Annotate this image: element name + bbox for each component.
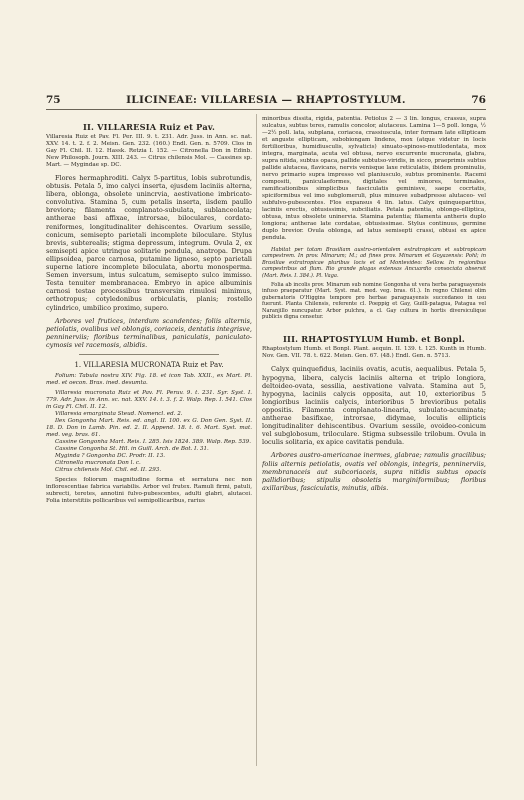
left-column	[46, 116, 252, 772]
species-description-continued: minoribus dissita, rigida, patentia. Petiolus 2 — 3 lin. longus, crassus, supra sulcatus, subtus teres, ramulis concolor, alutaceus. Lamina 1—5 poll. longa, ½—2½ poll. lata, subplana, coriacea, crassiuscula, inter formam late ellipticam et anguste ellipticam, subobiongam lindens, mox (atque videtur in locis fertilioribus, humidiusculis, sylvaticis) sinuato-spinoso-mutilodentata, mox integra, marginata, acuta vel obtusa, nervo excurrente mucronata, glabra, supra nitida, subtus opaca, pallide subtutso-viridis, in sicco, praeprimis subtus pallide alutacea, flavicans, nervis venisque laxe reticulatis, ibidem prominulis, nervo primario supra impresso vel planiusculo, subtus prominente. Racemi compositi, paniculaeformes, digitales vel minores, terminales, ramificationibus simplicibus fasciculatis geminisve, saepe cocrtatis, spiciformibus vel imo subglomeruli, plus minusve subadpresse alutaceo- vel subfulvo-pubescentes. Flos expansus 4 lin. latus. Calyx quinquepartitus, laciniis erectis, obtusissimis, subciliatis. Petala patentia, oblongo-elliptica, obtusa, intus obsolete uninervia. Stamina patentia; filamenta antheris duplo longiora; antherae late cordatae, obtusissimae. Stylus continuus, germine duplo brevior. Ovula oblonga, ad latus semisepti crassi, obtusi ex apice pendula.	[262, 116, 486, 241]
synonym: Myginda ? Gongonha DC. Prodr. II. 13.	[55, 452, 166, 459]
column-separator	[256, 114, 257, 766]
page-number-left: 75	[46, 94, 61, 106]
genus2-habit: Arbores austro-americanae inermes, glabrae; ramulis gracilibus; foliis alternis petiolatis, ovatis vel oblongis, integris, penninerviis, membranaceis aut subcoriaceis, supra nitidis subtus opacis pallidioribus; stipulis obsoletis marginiformibus; floribus axillaribus, fasciculatis, minutis, albis.	[262, 451, 486, 492]
section-divider	[79, 354, 219, 355]
genus2-description: Calyx quinquefidus, laciniis ovatis, acutis, aequalibus. Petala 5, hypogyna, libera, calycis laciniis alterna et triplo longiora, deltoideo-ovata, sessilia, aestivatione valvata. Stamina aut 5, hypogyna, laciniis calycis opposita, aut 10, exterioribus 5 longioribus laciniis calycis, interioribus 5 brevioribus petalis oppositis. Filamenta complanato-linearia, subulato-acuminata; antherae basifixae, introrsae, didymae, loculis ellipticis longitudinaliter dehiscentibus. Ovarium sessile, ovoideo-conicum vel subglobosum, triloculare. Stigma subsessile trilobum. Ovula in loculis solitaria, ex apice cavitatis pendula.	[262, 365, 486, 447]
synonym: Ilex Gongonha Mart. Reis. ed. angl. II. 100. ex G. Don Gen. Syst. II. 18. D. Don in Lamb. Pin. ed. 2. II. Append. 18. t. 6. Mart. Syst. mat. med. veg. bras. 61.	[46, 417, 252, 438]
synonym: Citronella mucronata Don l. c.	[55, 459, 141, 466]
page-number-right: 76	[471, 94, 486, 106]
synonym: Cassine Gongonha Mart. Reis. I. 285. Isis 1824. 389. Walp. Rep. 539.	[55, 438, 251, 445]
synonym: Villaresia mucronata Ruiz et Pav. Fl. Peruv. 9. t. 231. Syr. Syst. I. 779. Adr. Juss. in Ann. sc. nat. XXV. 14. t. 3. f. 2. Walp. Rep. I. 541. Clos in Gay Fl. Chil. II. 12.	[46, 389, 252, 410]
genus-references: Villaresia Ruiz et Pav. Fl. Per. III. 9. t. 231. Adr. Juss. in Ann. sc. nat. XXV. 14. t. 2. f. 2. Meisn. Gen. 232. (160.) Endl. Gen. n. 5709. Clos in Gay Fl. Chil. II. 12. Hassk. Retzia I. 152. — Citronella Don in Edinb. New Philosoph. Journ. XIII. 243. — Citrus chilensis Mol. — Cassines sp. Mart. — Mygindae sp. DC.	[46, 134, 252, 168]
genus-habit: Arbores vel frutices, interdum scandentes; foliis alternis, petiolatis, ovalibus vel oblongis, coriaceis, dentatis integrisve, penninerviis; floribus terminalibus, paniculatis, paniculato-cymosis vel racemosis, albidis.	[46, 316, 252, 349]
species-plate-reference: Folium: Tabula nostra XIV. Fig. 18. et icon Tab. XXII., ex Mart. Pl. med. et oecon. Bras. ined. desumta.	[46, 372, 252, 386]
header-rule	[46, 109, 486, 110]
page-header	[46, 94, 486, 108]
genus2-references: Rhaptostylum Humb. et Bonpl. Plant. aequin. II. 139. t. 125. Kunth in Humb. Nov. Gen. VII. 78. t. 622. Meisn. Gen. 67. (48.) Endl. Gen. n. 5713.	[262, 346, 486, 360]
genus-description: Flores hermaphroditi. Calyx 5-partitus, lobis subrotundis, obtusis. Petala 5, imo calyci inserta, ejusdem laciniis alterna, libera, oblonga, obsolete unincrvia, aestivatione imbricato-convolutiva. Stamina 5, cum petalis inserta, iisdem paullo breviora; filamenta complanato-subulata, sublanceolata; antherae basi affixae, introrsae, biloculares, cordato-reniformes, longitudinaliter dehiscentes. Ovarium sessile, conicum, semisepto parietali incomplete biloculare. Stylus brevis, subterealis; stigma depressum, integrum. Ovula 2, ex semisepti apice utrinque solitarie pendula, anatropa. Drupa ellipsoidea, parce carnosa, putamine ligneso, septo parietali superne latiore incomplete biloculata, abortu monosperma. Semen inversum, intus sulcatum, semisepto sulco immisso. Testa tenuiter membranacea. Embryo in apice albuminis carnosi testae processibus transversim rimulosi minimus, orthotropus; cotyledonibus orbiculatis, planis; rostello cylindrico, umbilico proximo, supero.	[46, 174, 252, 312]
synonym: Villaresia emarginata Steud. Nomencl. ed. 2.	[55, 410, 183, 417]
genus-heading-villaresia: II. VILLARESIA Ruiz et Pav.	[82, 122, 216, 132]
species-description: Species foliorum magnitudine forma et serratura nec non inflorescentiae fabrica variabilis. Arbor vel frutex. Ramuli firmi, patuli, subrecti, teretes, annotini fulvo-pubescentes, adulti glabri, alutacei. Folia interstitiis pollicaribus vel semipollicaribus, rarius	[46, 476, 252, 504]
genus-heading-rhaptostylum: III. RHAPTOSTYLUM Humb. et Bonpl.	[283, 334, 465, 345]
synonym: Cassine Congonha St. Hil. in Guill. Arch. de Bot. I. 31.	[55, 445, 209, 452]
habitat-note: Habitat per totam Brasiliam austro-orientalem extratropicam et subtropicam campestrem. In prov. Minarum; M.; ad fines prov. Minarum et Goyazensis: Pohl; in Brasiliae extratropicae pluribus locis et ad Montevideo: Sellow. In regionibus campestribus ad flum. Rio grande plagas extensas Ancuardio consociata obsersit (Mart. Reis. I. 384.). Pl. Vaga.	[262, 247, 486, 279]
synonym: Citrus chilensis Mol. Chil. ed. II. 293.	[55, 466, 162, 473]
right-column	[262, 116, 486, 772]
species-heading: 1. VILLARESIA MUCRONATA Ruiz et Pav.	[74, 360, 224, 369]
uses-note: Folia ab incolis prov. Minarum sub nomine Gongonha ut vera herba paraguayensis infuso praeparatur (Mart. Syst. mat. med. veg. bras. 61.). In regno Chilensi olim gubernatoris O'Higgins tempore pro herbae paraguayensis succedaneo in usu fuerunt. Planta Chilensis, referente cl. Poeppig et Gay, Guilli-patagua, Patagua vel Naranjillo nuncupatur. Arbor pulchra, a cl. Gay cultura in hortis diversiculique publicis digna censetur.	[262, 282, 486, 321]
running-title: ILICINEAE: VILLARESIA — RHAPTOSTYLUM.	[126, 94, 406, 106]
